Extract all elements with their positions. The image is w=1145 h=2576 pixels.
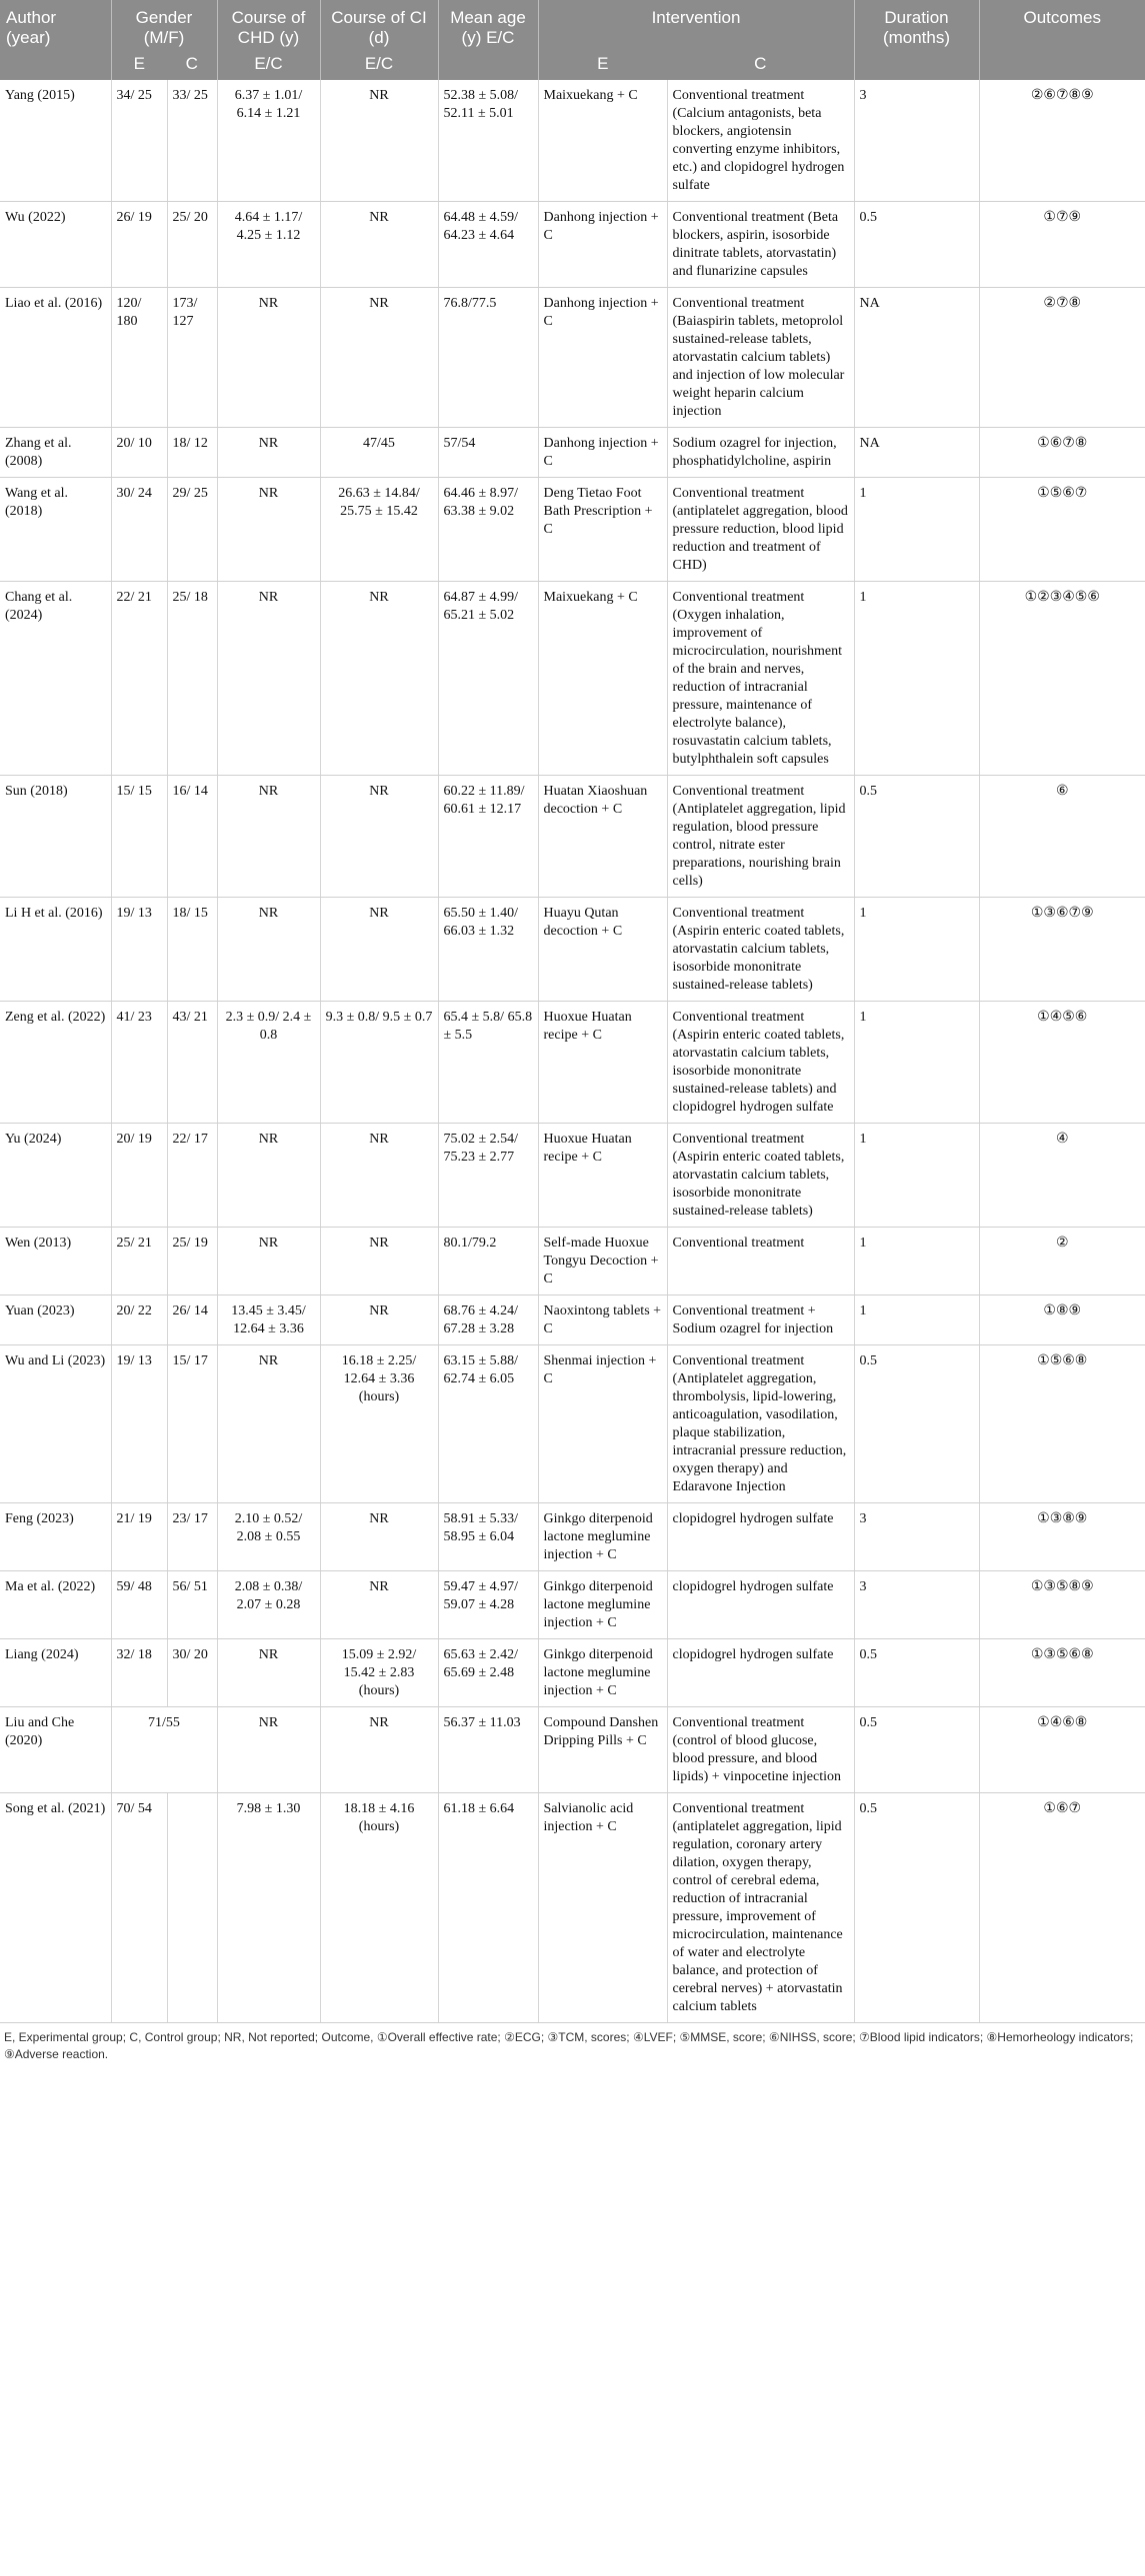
table-row xyxy=(0,1707,1145,1793)
cell-mean-age: 80.1/79.2 xyxy=(438,1228,538,1295)
cell-duration: 1 xyxy=(854,478,979,582)
cell-course-ci: NR xyxy=(320,898,438,1002)
cell-mean-age: 57/54 xyxy=(438,428,538,478)
table-row xyxy=(0,478,1145,582)
cell-duration: 0.5 xyxy=(854,1707,979,1793)
table-row xyxy=(0,288,1145,428)
table-row xyxy=(0,1345,1145,1503)
cell-intervention-e: Compound Danshen Dripping Pills + C xyxy=(538,1707,667,1793)
cell-course-ci: NR xyxy=(320,80,438,202)
cell-gender-total: 71/55 xyxy=(111,1707,217,1793)
header-intervention: Intervention xyxy=(538,0,854,48)
subheader-c: C xyxy=(167,48,217,80)
cell-outcomes: ② xyxy=(979,1228,1145,1295)
cell-course-ci: 18.18 ± 4.16 (hours) xyxy=(320,1793,438,2023)
cell-author: Ma et al. (2022) xyxy=(0,1571,111,1639)
cell-outcomes: ⑥ xyxy=(979,776,1145,898)
cell-gender-c: 25/ 20 xyxy=(167,202,217,288)
cell-gender-c: 30/ 20 xyxy=(167,1639,217,1707)
cell-outcomes: ①②③④⑤⑥ xyxy=(979,582,1145,776)
cell-gender-c: 33/ 25 xyxy=(167,80,217,202)
cell-duration: NA xyxy=(854,288,979,428)
cell-course-ci: NR xyxy=(320,1707,438,1793)
header-gender: Gender (M/F) xyxy=(111,0,217,48)
cell-mean-age: 52.38 ± 5.08/ 52.11 ± 5.01 xyxy=(438,80,538,202)
cell-duration: 0.5 xyxy=(854,1345,979,1503)
cell-intervention-c: Sodium ozagrel for injection, phosphatidylcholine, aspirin xyxy=(667,428,854,478)
cell-intervention-c: Conventional treatment (Aspirin enteric coated tablets, atorvastatin calcium tablets, isosorbide mononitrate sustained-release tablets) and clopidogrel hydrogen sulfate xyxy=(667,1002,854,1124)
cell-course-chd: 2.3 ± 0.9/ 2.4 ± 0.8 xyxy=(217,1002,320,1124)
cell-author: Zeng et al. (2022) xyxy=(0,1002,111,1124)
cell-course-ci: 47/45 xyxy=(320,428,438,478)
cell-mean-age: 75.02 ± 2.54/ 75.23 ± 2.77 xyxy=(438,1124,538,1228)
cell-intervention-c: Conventional treatment (Baiaspirin tablets, metoprolol sustained-release tablets, atorvastatin calcium tablets) and injection of low molecular weight heparin calcium injection xyxy=(667,288,854,428)
cell-duration: 3 xyxy=(854,1503,979,1571)
cell-outcomes: ①③⑤⑥⑧ xyxy=(979,1639,1145,1707)
cell-intervention-e: Maixuekang + C xyxy=(538,582,667,776)
cell-author: Liao et al. (2016) xyxy=(0,288,111,428)
cell-course-chd: 13.45 ± 3.45/ 12.64 ± 3.36 xyxy=(217,1295,320,1345)
cell-outcomes: ①③⑧⑨ xyxy=(979,1503,1145,1571)
cell-intervention-c: clopidogrel hydrogen sulfate xyxy=(667,1503,854,1571)
cell-outcomes: ④ xyxy=(979,1124,1145,1228)
cell-course-chd: NR xyxy=(217,898,320,1002)
cell-author: Feng (2023) xyxy=(0,1503,111,1571)
cell-author: Wen (2013) xyxy=(0,1228,111,1295)
cell-intervention-e: Self-made Huoxue Tongyu Decoction + C xyxy=(538,1228,667,1295)
cell-mean-age: 64.48 ± 4.59/ 64.23 ± 4.64 xyxy=(438,202,538,288)
table-row xyxy=(0,1571,1145,1639)
cell-intervention-e: Maixuekang + C xyxy=(538,80,667,202)
cell-mean-age: 76.8/77.5 xyxy=(438,288,538,428)
cell-mean-age: 59.47 ± 4.97/ 59.07 ± 4.28 xyxy=(438,1571,538,1639)
table-row xyxy=(0,428,1145,478)
cell-outcomes: ①④⑤⑥ xyxy=(979,1002,1145,1124)
table-row xyxy=(0,1228,1145,1295)
cell-gender-e: 59/ 48 xyxy=(111,1571,167,1639)
cell-intervention-c: clopidogrel hydrogen sulfate xyxy=(667,1571,854,1639)
subheader-chd-ec: E/C xyxy=(217,48,320,80)
cell-gender-e: 70/ 54 xyxy=(111,1793,167,2023)
cell-gender-c: 22/ 17 xyxy=(167,1124,217,1228)
cell-duration: 0.5 xyxy=(854,776,979,898)
cell-intervention-e: Huoxue Huatan recipe + C xyxy=(538,1002,667,1124)
cell-intervention-e: Ginkgo diterpenoid lactone meglumine injection + C xyxy=(538,1571,667,1639)
cell-course-ci: NR xyxy=(320,1295,438,1345)
cell-intervention-e: Deng Tietao Foot Bath Prescription + C xyxy=(538,478,667,582)
cell-course-ci: NR xyxy=(320,582,438,776)
cell-course-chd: 6.37 ± 1.01/ 6.14 ± 1.21 xyxy=(217,80,320,202)
cell-duration: 1 xyxy=(854,582,979,776)
cell-outcomes: ①⑥⑦⑧ xyxy=(979,428,1145,478)
cell-duration: NA xyxy=(854,428,979,478)
cell-intervention-e: Huoxue Huatan recipe + C xyxy=(538,1124,667,1228)
cell-intervention-c: Conventional treatment (Oxygen inhalation, improvement of microcirculation, nourishment of the brain and nerves, reduction of intracranial pressure, maintenance of electrolyte balance), rosuvastatin calcium tablets, butylphthalein soft capsules xyxy=(667,582,854,776)
cell-gender-c: 18/ 12 xyxy=(167,428,217,478)
cell-duration: 1 xyxy=(854,1295,979,1345)
cell-author: Song et al. (2021) xyxy=(0,1793,111,2023)
cell-intervention-e: Huayu Qutan decoction + C xyxy=(538,898,667,1002)
cell-course-chd: NR xyxy=(217,288,320,428)
cell-course-chd: 4.64 ± 1.17/ 4.25 ± 1.12 xyxy=(217,202,320,288)
cell-author: Wu (2022) xyxy=(0,202,111,288)
cell-gender-e: 21/ 19 xyxy=(111,1503,167,1571)
cell-course-chd: NR xyxy=(217,776,320,898)
cell-gender-c: 43/ 21 xyxy=(167,1002,217,1124)
cell-author: Yu (2024) xyxy=(0,1124,111,1228)
cell-course-chd: NR xyxy=(217,1639,320,1707)
cell-mean-age: 63.15 ± 5.88/ 62.74 ± 6.05 xyxy=(438,1345,538,1503)
cell-gender-e: 15/ 15 xyxy=(111,776,167,898)
cell-outcomes: ①③⑥⑦⑨ xyxy=(979,898,1145,1002)
cell-course-chd: NR xyxy=(217,1228,320,1295)
cell-course-chd: NR xyxy=(217,1707,320,1793)
cell-gender-c: 26/ 14 xyxy=(167,1295,217,1345)
header-course-chd: Course of CHD (y) xyxy=(217,0,320,48)
table-row xyxy=(0,1503,1145,1571)
cell-gender-e: 22/ 21 xyxy=(111,582,167,776)
table-row xyxy=(0,582,1145,776)
cell-author: Yang (2015) xyxy=(0,80,111,202)
cell-gender-e: 34/ 25 xyxy=(111,80,167,202)
cell-course-ci: 26.63 ± 14.84/ 25.75 ± 15.42 xyxy=(320,478,438,582)
cell-duration: 1 xyxy=(854,898,979,1002)
cell-gender-e: 20/ 22 xyxy=(111,1295,167,1345)
cell-author: Liu and Che (2020) xyxy=(0,1707,111,1793)
cell-author: Chang et al. (2024) xyxy=(0,582,111,776)
cell-gender-e: 25/ 21 xyxy=(111,1228,167,1295)
cell-mean-age: 61.18 ± 6.64 xyxy=(438,1793,538,2023)
cell-outcomes: ①⑦⑨ xyxy=(979,202,1145,288)
cell-course-ci: 9.3 ± 0.8/ 9.5 ± 0.7 xyxy=(320,1002,438,1124)
cell-intervention-e: Naoxintong tablets + C xyxy=(538,1295,667,1345)
cell-intervention-c: Conventional treatment (antiplatelet aggregation, blood pressure reduction, blood lipid reduction and treatment of CHD) xyxy=(667,478,854,582)
cell-gender-e: 30/ 24 xyxy=(111,478,167,582)
cell-gender-e: 19/ 13 xyxy=(111,1345,167,1503)
cell-gender-c xyxy=(167,1793,217,2023)
cell-outcomes: ①⑥⑦ xyxy=(979,1793,1145,2023)
cell-course-ci: NR xyxy=(320,1124,438,1228)
cell-intervention-e: Ginkgo diterpenoid lactone meglumine injection + C xyxy=(538,1639,667,1707)
cell-outcomes: ②⑦⑧ xyxy=(979,288,1145,428)
cell-intervention-e: Huatan Xiaoshuan decoction + C xyxy=(538,776,667,898)
cell-mean-age: 64.87 ± 4.99/ 65.21 ± 5.02 xyxy=(438,582,538,776)
cell-author: Sun (2018) xyxy=(0,776,111,898)
table-row xyxy=(0,1793,1145,2023)
cell-gender-c: 29/ 25 xyxy=(167,478,217,582)
cell-intervention-c: Conventional treatment xyxy=(667,1228,854,1295)
cell-intervention-c: Conventional treatment (antiplatelet aggregation, lipid regulation, coronary artery dilation, oxygen therapy, control of cerebral edema, reduction of intracranial pressure, improvement of microcirculation, maintenance of water and electrolyte balance, and protection of cerebral nerves) + atorvastatin calcium tablets xyxy=(667,1793,854,2023)
cell-course-chd: NR xyxy=(217,478,320,582)
cell-duration: 1 xyxy=(854,1124,979,1228)
cell-intervention-c: Conventional treatment (Beta blockers, aspirin, isosorbide dinitrate tablets, atorvastatin) and flunarizine capsules xyxy=(667,202,854,288)
cell-course-chd: NR xyxy=(217,428,320,478)
header-course-ci: Course of CI (d) xyxy=(320,0,438,48)
cell-duration: 1 xyxy=(854,1228,979,1295)
cell-gender-c: 15/ 17 xyxy=(167,1345,217,1503)
cell-gender-c: 173/ 127 xyxy=(167,288,217,428)
cell-course-chd: NR xyxy=(217,582,320,776)
cell-mean-age: 68.76 ± 4.24/ 67.28 ± 3.28 xyxy=(438,1295,538,1345)
header-outcomes: Outcomes xyxy=(979,0,1145,48)
cell-intervention-c: Conventional treatment (Aspirin enteric coated tablets, atorvastatin calcium tablets, isosorbide mononitrate sustained-release tablets) xyxy=(667,898,854,1002)
cell-intervention-c: Conventional treatment + Sodium ozagrel for injection xyxy=(667,1295,854,1345)
cell-course-ci: NR xyxy=(320,288,438,428)
cell-gender-e: 32/ 18 xyxy=(111,1639,167,1707)
cell-intervention-e: Shenmai injection + C xyxy=(538,1345,667,1503)
subheader-ci-ec: E/C xyxy=(320,48,438,80)
cell-gender-c: 25/ 18 xyxy=(167,582,217,776)
header-author: Author (year) xyxy=(0,0,111,48)
table-row xyxy=(0,1295,1145,1345)
table-body xyxy=(0,80,1145,2023)
cell-outcomes: ①③⑤⑧⑨ xyxy=(979,1571,1145,1639)
cell-gender-c: 16/ 14 xyxy=(167,776,217,898)
cell-intervention-c: Conventional treatment (Aspirin enteric coated tablets, atorvastatin calcium tablets, isosorbide mononitrate sustained-release tablets) xyxy=(667,1124,854,1228)
table-row xyxy=(0,1002,1145,1124)
cell-course-ci: NR xyxy=(320,776,438,898)
cell-gender-c: 25/ 19 xyxy=(167,1228,217,1295)
cell-intervention-e: Ginkgo diterpenoid lactone meglumine injection + C xyxy=(538,1503,667,1571)
cell-gender-e: 26/ 19 xyxy=(111,202,167,288)
subheader-intervention-c: C xyxy=(667,48,854,80)
cell-mean-age: 65.63 ± 2.42/ 65.69 ± 2.48 xyxy=(438,1639,538,1707)
cell-course-ci: NR xyxy=(320,1228,438,1295)
cell-intervention-e: Danhong injection + C xyxy=(538,428,667,478)
table-row xyxy=(0,1124,1145,1228)
table-row xyxy=(0,898,1145,1002)
cell-gender-e: 120/ 180 xyxy=(111,288,167,428)
cell-mean-age: 64.46 ± 8.97/ 63.38 ± 9.02 xyxy=(438,478,538,582)
cell-mean-age: 58.91 ± 5.33/ 58.95 ± 6.04 xyxy=(438,1503,538,1571)
cell-gender-c: 18/ 15 xyxy=(167,898,217,1002)
cell-outcomes: ①⑧⑨ xyxy=(979,1295,1145,1345)
cell-duration: 0.5 xyxy=(854,1639,979,1707)
table-row xyxy=(0,202,1145,288)
subheader-intervention-e: E xyxy=(538,48,667,80)
cell-intervention-c: Conventional treatment (control of blood glucose, blood pressure, and blood lipids) + vinpocetine injection xyxy=(667,1707,854,1793)
cell-duration: 0.5 xyxy=(854,1793,979,2023)
cell-mean-age: 65.50 ± 1.40/ 66.03 ± 1.32 xyxy=(438,898,538,1002)
cell-mean-age: 56.37 ± 11.03 xyxy=(438,1707,538,1793)
cell-gender-c: 56/ 51 xyxy=(167,1571,217,1639)
cell-duration: 3 xyxy=(854,80,979,202)
cell-mean-age: 60.22 ± 11.89/ 60.61 ± 12.17 xyxy=(438,776,538,898)
cell-duration: 3 xyxy=(854,1571,979,1639)
cell-author: Zhang et al. (2008) xyxy=(0,428,111,478)
table-row xyxy=(0,776,1145,898)
cell-outcomes: ①⑤⑥⑦ xyxy=(979,478,1145,582)
cell-course-ci: NR xyxy=(320,202,438,288)
cell-course-ci: 15.09 ± 2.92/ 15.42 ± 2.83 (hours) xyxy=(320,1639,438,1707)
cell-author: Li H et al. (2016) xyxy=(0,898,111,1002)
header-duration: Duration (months) xyxy=(854,0,979,48)
cell-outcomes: ①⑤⑥⑧ xyxy=(979,1345,1145,1503)
table-footnote: E, Experimental group; C, Control group; NR, Not reported; Outcome, ①Overall effective rate; ②ECG; ③TCM, scores; ④LVEF; ⑤MMSE, score; ⑥NIHSS, score; ⑦Blood lipid indicators; ⑧Hemorheology indicators; ⑨Adverse reaction. xyxy=(4,2030,1134,2061)
cell-course-ci: NR xyxy=(320,1503,438,1571)
cell-author: Yuan (2023) xyxy=(0,1295,111,1345)
cell-course-chd: NR xyxy=(217,1124,320,1228)
cell-author: Wang et al. (2018) xyxy=(0,478,111,582)
cell-gender-e: 20/ 19 xyxy=(111,1124,167,1228)
cell-mean-age: 65.4 ± 5.8/ 65.8 ± 5.5 xyxy=(438,1002,538,1124)
cell-gender-e: 19/ 13 xyxy=(111,898,167,1002)
cell-outcomes: ①④⑥⑧ xyxy=(979,1707,1145,1793)
cell-intervention-c: Conventional treatment (Calcium antagonists, beta blockers, angiotensin converting enzyme inhibitors, etc.) and clopidogrel hydrogen sulfate xyxy=(667,80,854,202)
cell-course-ci: NR xyxy=(320,1571,438,1639)
cell-course-ci: 16.18 ± 2.25/ 12.64 ± 3.36 (hours) xyxy=(320,1345,438,1503)
header-row xyxy=(0,0,1145,48)
cell-course-chd: 2.08 ± 0.38/ 2.07 ± 0.28 xyxy=(217,1571,320,1639)
table-row xyxy=(0,1639,1145,1707)
cell-gender-c: 23/ 17 xyxy=(167,1503,217,1571)
cell-course-chd: 2.10 ± 0.52/ 2.08 ± 0.55 xyxy=(217,1503,320,1571)
cell-duration: 1 xyxy=(854,1002,979,1124)
header-mean-age: Mean age (y) E/C xyxy=(438,0,538,48)
cell-course-chd: NR xyxy=(217,1345,320,1503)
cell-intervention-e: Salvianolic acid injection + C xyxy=(538,1793,667,2023)
table-row xyxy=(0,80,1145,202)
cell-gender-e: 41/ 23 xyxy=(111,1002,167,1124)
cell-author: Liang (2024) xyxy=(0,1639,111,1707)
cell-intervention-e: Danhong injection + C xyxy=(538,202,667,288)
cell-gender-e: 20/ 10 xyxy=(111,428,167,478)
cell-outcomes: ②⑥⑦⑧⑨ xyxy=(979,80,1145,202)
cell-intervention-c: clopidogrel hydrogen sulfate xyxy=(667,1639,854,1707)
cell-intervention-e: Danhong injection + C xyxy=(538,288,667,428)
cell-intervention-c: Conventional treatment (Antiplatelet aggregation, lipid regulation, blood pressure control, nitrate ester preparations, nourishing brain cells) xyxy=(667,776,854,898)
subheader-e: E xyxy=(111,48,167,80)
cell-duration: 0.5 xyxy=(854,202,979,288)
cell-intervention-c: Conventional treatment (Antiplatelet aggregation, thrombolysis, lipid-lowering, anticoagulation, vasodilation, plaque stabilization, intracranial pressure reduction, oxygen therapy) and Edaravone Injection xyxy=(667,1345,854,1503)
subheader-row xyxy=(0,48,1145,80)
cell-course-chd: 7.98 ± 1.30 xyxy=(217,1793,320,2023)
cell-author: Wu and Li (2023) xyxy=(0,1345,111,1503)
